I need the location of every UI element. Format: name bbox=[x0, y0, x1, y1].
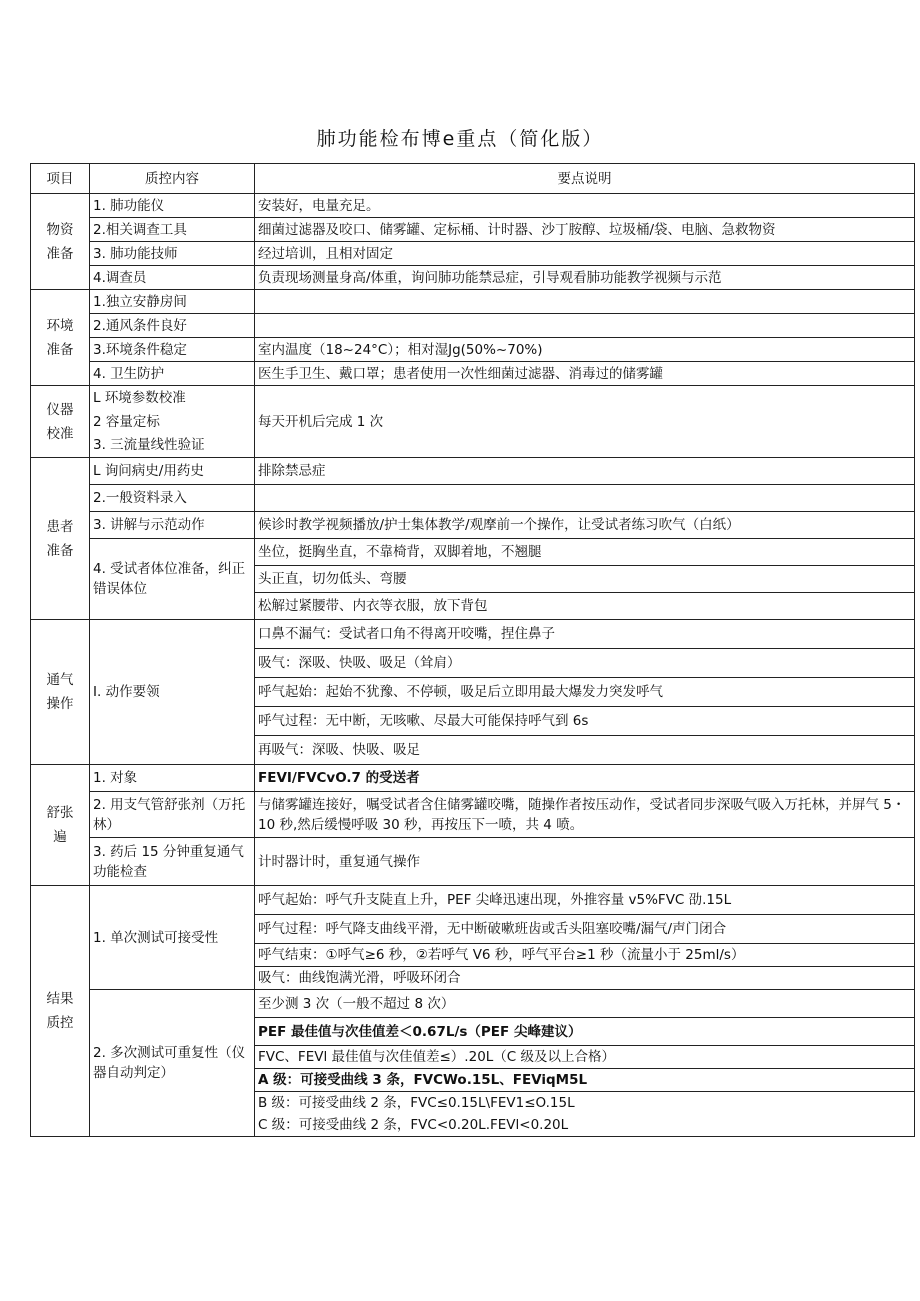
desc-cell: FVC、FEVl 最佳值与次佳值差≤）.20L（C 级及以上合格） bbox=[255, 1046, 915, 1069]
desc-cell: 呼气起始：起始不犹豫、不停顿，吸足后立即用最大爆发力突发呼气 bbox=[255, 678, 915, 707]
desc-cell: 头正直，切勿低头、弯腰 bbox=[255, 566, 915, 593]
category-cell: 结果 质控 bbox=[31, 886, 90, 1137]
header-content: 质控内容 bbox=[90, 164, 255, 194]
table-row bbox=[31, 539, 915, 566]
category-cell: 患者 准备 bbox=[31, 458, 90, 620]
qc-table bbox=[30, 163, 915, 1137]
desc-cell: 每天开机后完成 1 次 bbox=[255, 386, 915, 458]
content-cell: 2 容量定标 bbox=[90, 410, 255, 434]
desc-cell: 呼气过程：呼气降支曲线平滑，无中断破嗽班齿或舌头阻塞咬嘴/漏气/声门闭合 bbox=[255, 915, 915, 944]
desc-cell: B 级：可接受曲线 2 条，FVC≤0.15L\FEV1≤O.15L bbox=[255, 1092, 915, 1115]
content-cell: 1. 肺功能仪 bbox=[90, 194, 255, 218]
desc-cell: 再吸气：深吸、快吸、吸足 bbox=[255, 736, 915, 765]
content-cell: L 询问病史/用药史 bbox=[90, 458, 255, 485]
desc-cell: 口鼻不漏气：受试者口角不得离开咬嘴，捏住鼻子 bbox=[255, 620, 915, 649]
desc-cell: 室内温度（18~24°C）；相对湿Jg(50%~70%) bbox=[255, 338, 915, 362]
category-cell: 仪器 校准 bbox=[31, 386, 90, 458]
table-row bbox=[31, 512, 915, 539]
content-cell: 2. 用支气管舒张剂（万托林） bbox=[90, 792, 255, 838]
table-row bbox=[31, 338, 915, 362]
table-row bbox=[31, 386, 915, 410]
desc-cell: 吸气：曲线饱满光滑，呼吸环闭合 bbox=[255, 967, 915, 990]
table-row bbox=[31, 194, 915, 218]
desc-cell: 松解过紧腰带、内衣等衣服，放下背包 bbox=[255, 593, 915, 620]
content-cell: L 环境参数校准 bbox=[90, 386, 255, 410]
table-row bbox=[31, 218, 915, 242]
category-cell: 舒张 遍 bbox=[31, 765, 90, 886]
table-row bbox=[31, 362, 915, 386]
table-row bbox=[31, 792, 915, 838]
content-cell: 4. 卫生防护 bbox=[90, 362, 255, 386]
desc-cell: C 级：可接受曲线 2 条，FVC<0.20L.FEVl<0.20L bbox=[255, 1114, 915, 1137]
desc-cell: 吸气：深吸、快吸、吸足（耸肩） bbox=[255, 649, 915, 678]
header-desc: 要点说明 bbox=[255, 164, 915, 194]
page-title: 肺功能检布博e重点（简化版） bbox=[316, 128, 604, 150]
desc-cell: 至少测 3 次（一般不超过 8 次） bbox=[255, 990, 915, 1018]
desc-cell: 排除禁忌症 bbox=[255, 458, 915, 485]
content-cell: 3.环境条件稳定 bbox=[90, 338, 255, 362]
desc-cell: 呼气结束：①呼气≥6 秒，②若呼气 V6 秒，呼气平台≥1 秒（流量小于 25ml/s） bbox=[255, 944, 915, 967]
desc-cell: 计时器计时，重复通气操作 bbox=[255, 838, 915, 886]
table-row bbox=[31, 838, 915, 886]
content-cell: 3. 药后 15 分钟重复通气功能检查 bbox=[90, 838, 255, 886]
table-row bbox=[31, 314, 915, 338]
table-row bbox=[31, 242, 915, 266]
desc-cell bbox=[255, 485, 915, 512]
table-row bbox=[31, 458, 915, 485]
category-cell: 物资 准备 bbox=[31, 194, 90, 290]
desc-cell: 医生手卫生、戴口罩；患者使用一次性细菌过滤器、消毒过的储雾罐 bbox=[255, 362, 915, 386]
desc-cell: 候诊时教学视频播放/护士集体教学/观摩前一个操作，让受试者练习吹气（白纸） bbox=[255, 512, 915, 539]
content-cell: 2.通风条件良好 bbox=[90, 314, 255, 338]
category-cell: 环境 准备 bbox=[31, 290, 90, 386]
content-cell: 1. 单次测试可接受性 bbox=[90, 886, 255, 990]
content-cell: 2.相关调查工具 bbox=[90, 218, 255, 242]
desc-cell: 经过培训，且相对固定 bbox=[255, 242, 915, 266]
desc-cell: FEVI/FVCvO.7 的受送者 bbox=[255, 765, 915, 792]
desc-cell: 负责现场测量身高/体重，询问肺功能禁忌症，引导观看肺功能教学视频与示范 bbox=[255, 266, 915, 290]
content-cell: 4. 受试者体位准备，纠正错误体位 bbox=[90, 539, 255, 620]
desc-cell: 坐位，挺胸坐直，不靠椅背，双脚着地，不翘腿 bbox=[255, 539, 915, 566]
table-row bbox=[31, 886, 915, 915]
content-cell: 3. 三流量线性验证 bbox=[90, 434, 255, 458]
content-cell: 1.独立安静房间 bbox=[90, 290, 255, 314]
category-cell: 通气 操作 bbox=[31, 620, 90, 765]
content-cell: 3. 肺功能技师 bbox=[90, 242, 255, 266]
desc-cell: 与储雾罐连接好，嘱受试者含住储雾罐咬嘴，随操作者按压动作，受试者同步深吸气吸入万托林，并屏气 5・10 秒,然后缓慢呼吸 30 秒，再按压下一喷，共 4 喷。 bbox=[255, 792, 915, 838]
content-cell: 4.调查员 bbox=[90, 266, 255, 290]
desc-cell: 呼气起始：呼气升支陡直上升，PEF 尖峰迅速出现，外推容量 v5%FVC 劭.15L bbox=[255, 886, 915, 915]
desc-cell bbox=[255, 290, 915, 314]
content-cell: 2.一般资料录入 bbox=[90, 485, 255, 512]
content-cell: 3. 讲解与示范动作 bbox=[90, 512, 255, 539]
desc-cell: 细菌过滤器及咬口、储雾罐、定标桶、计时器、沙丁胺醇、垃圾桶/袋、电脑、急救物资 bbox=[255, 218, 915, 242]
content-cell: 1. 对象 bbox=[90, 765, 255, 792]
desc-cell: PEF 最佳值与次佳值差＜0.67L/s（PEF 尖峰建议） bbox=[255, 1018, 915, 1046]
table-row bbox=[31, 620, 915, 649]
table-header-row bbox=[31, 164, 915, 194]
content-cell: 2. 多次测试可重复性（仪器自动判定） bbox=[90, 990, 255, 1137]
content-cell: I. 动作要领 bbox=[90, 620, 255, 765]
desc-cell: A 级：可接受曲线 3 条，FVCWo.15L、FEViqM5L bbox=[255, 1069, 915, 1092]
header-item: 项目 bbox=[31, 164, 90, 194]
table-row bbox=[31, 765, 915, 792]
table-row bbox=[31, 485, 915, 512]
desc-cell bbox=[255, 314, 915, 338]
desc-cell: 呼气过程：无中断，无咳嗽、尽最大可能保持呼气到 6s bbox=[255, 707, 915, 736]
table-row bbox=[31, 266, 915, 290]
table-row bbox=[31, 290, 915, 314]
table-row bbox=[31, 990, 915, 1018]
desc-cell: 安装好，电量充足。 bbox=[255, 194, 915, 218]
